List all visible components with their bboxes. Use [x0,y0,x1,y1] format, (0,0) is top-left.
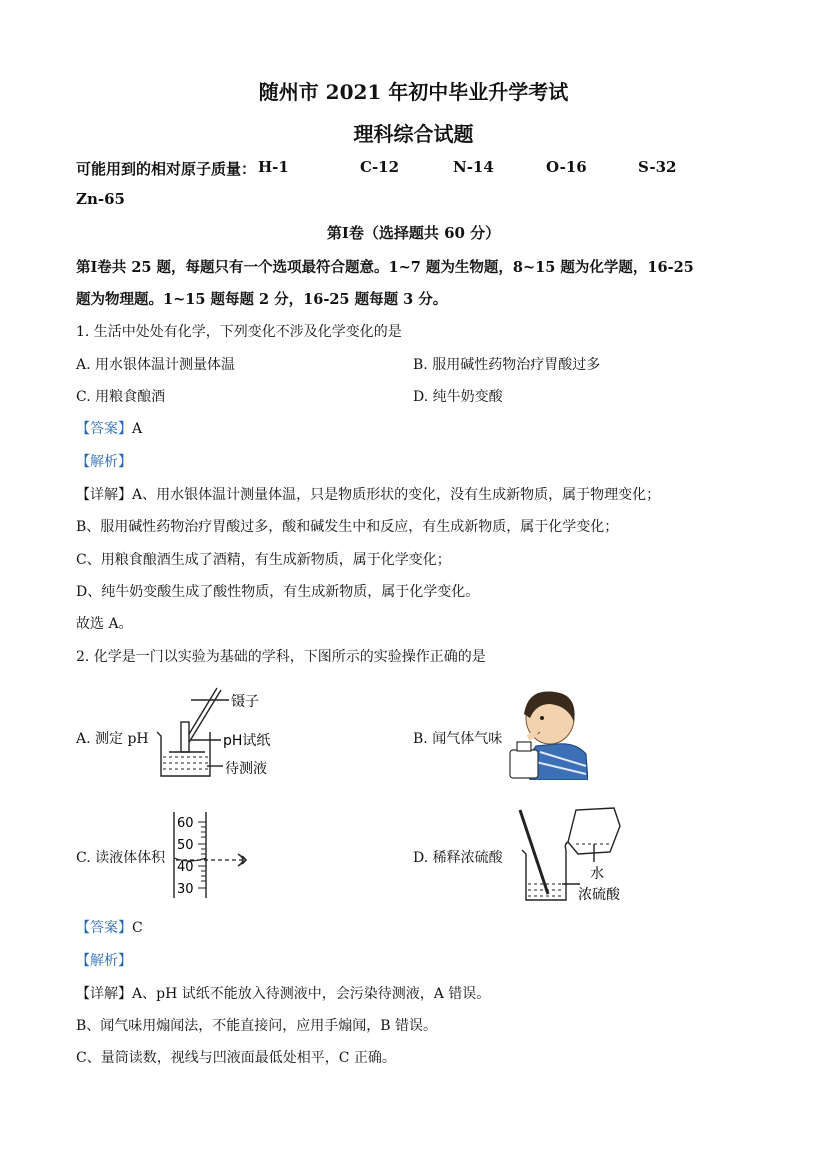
page-title: 随州市 2021 年初中毕业升学考试 [258,80,569,104]
mass-s: S-32 [638,158,677,176]
q1-detail-1-text: A、用水银体温计测量体温，只是物质形状的变化，没有生成新物质，属于物理变化； [132,487,661,503]
q1-answer [76,418,142,438]
figure-ph-test [155,684,285,782]
q1-stem: 1. 生活中处处有化学，下列变化不涉及化学变化的是 [76,324,402,340]
q1-detail-tag: 【详解】 [76,487,132,503]
q1-conclusion: 故选 A。 [76,616,133,632]
masses-label: 可能用到的相对原子质量： [76,160,257,178]
mass-o: O-16 [546,158,587,176]
q1-option-c: C. 用粮食酿酒 [76,389,166,405]
q1-option-b: B. 服用碱性药物治疗胃酸过多 [413,357,601,373]
q1-answer-value: A [132,421,143,437]
q2-option-d: D. 稀释浓硫酸 [413,850,503,866]
q1-option-d: D. 纯牛奶变酸 [413,389,503,405]
mass-zn: Zn-65 [76,190,125,208]
beaker-d-shape [522,850,566,900]
q2-detail-2: B、闻气味用煽闻法，不能直接问，应用手煽闻，B 错误。 [76,1018,438,1034]
q1-analysis-tag: 【解析】 [76,454,132,470]
q2-detail-tag: 【详解】 [76,986,132,1002]
mass-c: C-12 [360,158,400,176]
label-water: 水 [590,866,604,882]
section-intro-2: 题为物理题。1~15 题每题 2 分，16-25 题每题 3 分。 [76,291,448,308]
tick-label-40: 40 [177,860,194,875]
figure-smell-gas [506,688,588,780]
q1-detail-3: C、用粮食酿酒生成了酒精，有生成新物质，属于化学变化； [76,552,451,568]
q2-answer-tag: 【答案】 [76,920,132,936]
q2-analysis-tag: 【解析】 [76,953,132,969]
figure-read-volume [170,808,262,900]
q1-answer-tag: 【答案】 [76,421,132,437]
page-subtitle: 理科综合试题 [353,122,474,146]
q1-option-a: A. 用水银体温计测量体温 [76,357,236,373]
label-sulfuric-acid: 浓硫酸 [578,887,620,903]
q2-option-b: B. 闻气体气味 [413,731,503,747]
q2-answer-value: C [132,920,143,936]
tick-label-50: 50 [177,838,194,853]
label-test-liquid: 待测液 [225,761,267,777]
q2-detail-1 [76,983,490,1003]
section-title: 第Ⅰ卷（选择题共 60 分） [326,224,501,242]
mass-n: N-14 [453,158,494,176]
label-tweezers: 镊子 [231,694,259,710]
section-intro-1: 第Ⅰ卷共 25 题，每题只有一个选项最符合题意。1~7 题为生物题，8~15 题为化学题，16-25 [76,259,694,276]
q2-detail-3: C、量筒读数，视线与凹液面最低处相平，C 正确。 [76,1050,396,1066]
mass-h: H-1 [258,158,289,176]
tick-label-60: 60 [177,816,194,831]
q2-option-a: A. 测定 pH [76,731,149,747]
ph-paper-shape [181,722,189,752]
q2-stem: 2. 化学是一门以实验为基础的学科，下图所示的实验操作正确的是 [76,649,486,665]
q1-detail-2: B、服用碱性药物治疗胃酸过多，酸和碱发生中和反应，有生成新物质，属于化学变化； [76,519,619,535]
tick-label-30: 30 [177,882,194,897]
gas-bottle-shape [510,750,538,778]
q2-detail-1-text: A、pH 试纸不能放入待测液中，会污染待测液，A 错误。 [132,986,491,1002]
q2-option-c: C. 读液体体积 [76,850,166,866]
label-ph-paper: pH试纸 [223,733,271,749]
figure-dilute-acid [518,804,636,904]
q2-answer [76,917,143,937]
q1-detail-4: D、纯牛奶变酸生成了酸性物质，有生成新物质，属于化学变化。 [76,584,480,600]
q1-detail-1 [76,484,660,504]
